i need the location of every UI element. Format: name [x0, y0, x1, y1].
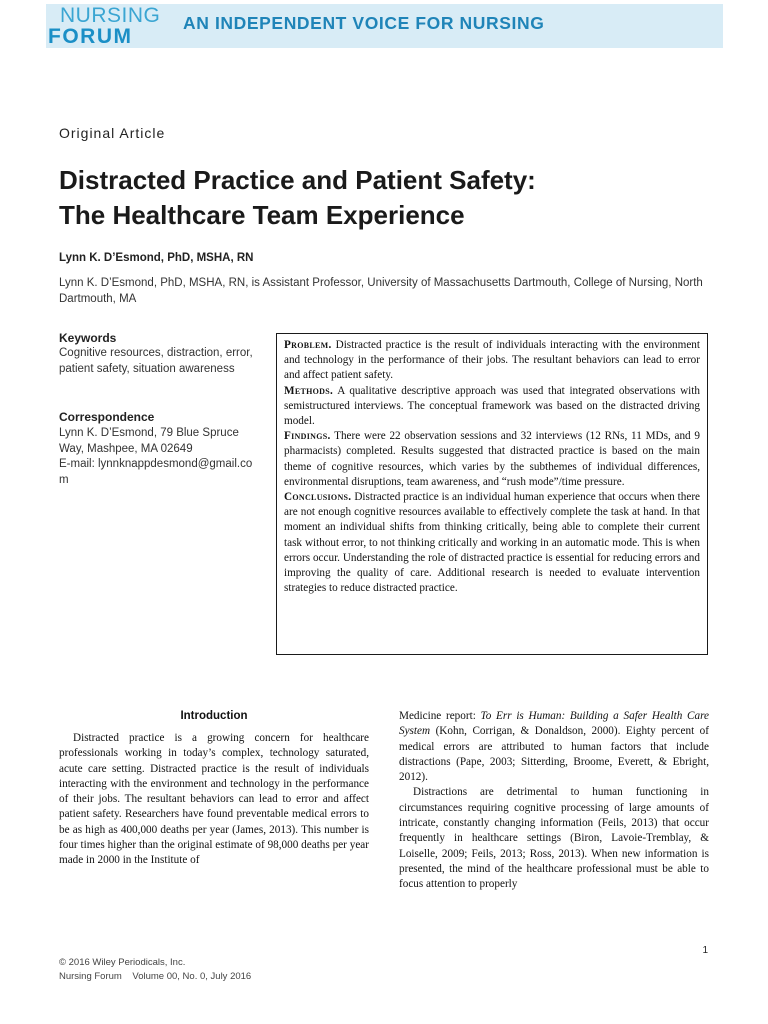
correspondence-heading: Correspondence — [59, 410, 155, 424]
correspondence-address: Lynn K. D’Esmond, 79 Blue Spruce Way, Mashpee, MA 02649 — [59, 427, 239, 455]
conclusions-label: Conclusions. — [284, 491, 352, 504]
author-affiliation: Lynn K. D’Esmond, PhD, MSHA, RN, is Assistant Professor, University of Massachusetts Dartmouth, College of Nursing, North Dartmouth, MA — [59, 277, 703, 305]
abstract-methods: Methods. A qualitative descriptive approach was used that integrated observations with semistructured interviews. The conceptual framework was based on the distracted driving model. — [284, 384, 700, 428]
title-line-1: Distracted Practice and Patient Safety: — [59, 165, 536, 195]
body-column-left — [59, 707, 369, 869]
copyright-line: © 2016 Wiley Periodicals, Inc. — [59, 957, 186, 968]
journal-tagline: AN INDEPENDENT VOICE FOR NURSING — [183, 13, 545, 33]
logo-forum: FORUM — [48, 25, 133, 48]
logo-nursing: NURSING — [60, 4, 161, 27]
author-name: Lynn K. D’Esmond, PhD, MSHA, RN — [59, 252, 254, 264]
findings-label: Findings. — [284, 430, 331, 443]
abstract-conclusions: Conclusions. Distracted practice is an individual human experience that occurs when there are not enough cognitive resources available to effectively complete the task at hand. In that moment an individual shifts from thinking critically, being able to complete their current task without error, to not thinking critically and working in an automatic mode. This is when errors occur. Understanding the role of distracted practice is essential for reducing errors and improving the quality of care. Additional research is needed to evaluate intervention strategies to reduce distracted practice. — [284, 491, 701, 595]
abstract-problem: Problem. Distracted practice is the result of individuals interacting with the environment and technology in the performance of their jobs. The resultant behaviors can lead to error and affect patient safety. — [284, 339, 700, 382]
abstract-box — [276, 333, 708, 655]
article-type: Original Article — [59, 125, 166, 141]
title-line-2: The Healthcare Team Experience — [59, 200, 465, 230]
citation-line: Nursing Forum Volume 00, No. 0, July 2016 — [59, 971, 252, 982]
keywords-list: Cognitive resources, distraction, error, patient safety, situation awareness — [59, 347, 253, 375]
article-title — [59, 163, 699, 233]
body-column-right — [399, 709, 709, 893]
body-paragraph: Medicine report: To Err is Human: Building a Safer Health Care System (Kohn, Corrigan, & Donaldson, 2000). Eighty percent of medical errors are attributed to human factors that include distractions (Pape, 2003; Sitterding, Broome, Everett, & Ebright, 2012). — [399, 710, 709, 784]
keywords-heading: Keywords — [59, 331, 117, 345]
correspondence-email: E-mail: lynnknappdesmond@gmail.com — [59, 458, 253, 486]
page-footer — [59, 956, 251, 984]
report-title: To Err is Human: Building a Safer Health Care System — [399, 710, 709, 738]
abstract-findings: Findings. There were 22 observation sessions and 32 interviews (12 RNs, 11 MDs, and 9 pharmacists) completed. Results suggested that distracted practice is based on the main theme of cognitive resources, which varies by the subthemes of individual differences, environmental disruptions, team awareness, and “rush mode”/time pressure. — [284, 430, 700, 488]
problem-label: Problem. — [284, 339, 332, 351]
introduction-heading: Introduction — [180, 710, 248, 722]
methods-label: Methods. — [284, 384, 334, 397]
body-paragraph: Distracted practice is a growing concern for healthcare professionals working in today’s complex, technology saturated, acute care setting. Distracted practice is the result of individuals interacting with the environment and technology in the performance of their jobs. The resultant behaviors can lead to error and affect patient safety. Researchers have found preventable medical errors to be as high as 400,000 deaths per year (James, 2013). This number is four times higher than the original estimate of 98,000 deaths per year made in 2000 in the Institute of — [59, 732, 369, 867]
journal-logo — [48, 4, 172, 48]
body-paragraph: Distractions are detrimental to human functioning in circumstances requiring cognitive processing of large amounts of intricate, constantly changing information (Feils, 2013) that occur frequently in healthcare settings (Biron, Lavoie-Tremblay, & Loiselle, 2009; Feils, 2013; Ross, 2013). When new information is presented, the mind of the healthcare professional must be able to focus attention to properly — [399, 786, 709, 891]
page-number: 1 — [702, 945, 708, 956]
